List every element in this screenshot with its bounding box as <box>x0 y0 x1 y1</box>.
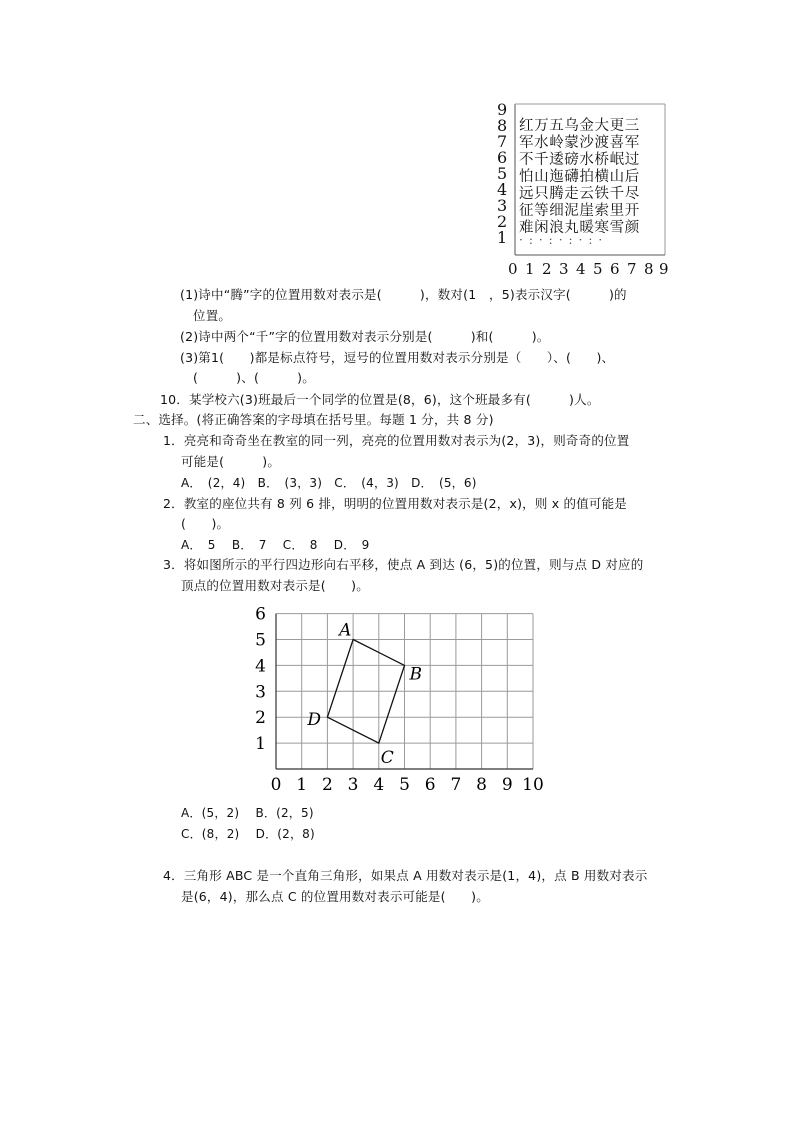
y-tick-label: 6 <box>255 604 266 625</box>
parallelogram-grid-chart <box>250 600 550 800</box>
s2-q2-line1: 2．教室的座位共有 8 列 6 排，明明的位置用数对表示是(2，x)，则 x 的值可能是 <box>163 496 628 511</box>
poem-y-label: 5 <box>497 164 508 183</box>
poem-y-label: 6 <box>497 148 508 167</box>
poem-y-label: 2 <box>497 212 508 231</box>
q9-sub3-line2: ( )、( )。 <box>193 370 315 385</box>
x-tick-label: 10 <box>522 775 544 795</box>
poem-x-label: 4 <box>576 260 586 278</box>
s2-q1-options: A． (2，4) B． (3，3) C． (4，3) D． (5，6) <box>181 476 477 490</box>
y-tick-label: 3 <box>255 682 266 703</box>
x-tick-label: 1 <box>296 775 308 795</box>
poem-row: 军水岭蒙沙渡喜军 <box>519 135 640 151</box>
poem-row: 怕山迤礴拍横山后 <box>519 169 640 185</box>
poem-x-label: 1 <box>525 260 535 278</box>
poem-dot-row: ·:·:·:·:· <box>519 233 609 247</box>
poem-row: 红万五乌金大更三 <box>519 118 640 134</box>
x-tick-label: 9 <box>501 775 513 795</box>
y-tick-label: 1 <box>255 734 266 755</box>
poem-row: 难闲浪丸暖寒雪颜 <box>519 220 640 236</box>
x-tick-label: 7 <box>450 775 462 795</box>
poem-x-label: 8 <box>644 260 654 278</box>
x-tick-label: 5 <box>399 775 410 795</box>
section2-title: 二、选择。(将正确答案的字母填在括号里。每题 1 分，共 8 分) <box>133 412 494 427</box>
poem-x-label: 2 <box>542 260 552 278</box>
y-tick-label: 5 <box>255 630 266 651</box>
x-tick-label: 8 <box>476 775 488 795</box>
poem-x-label: 0 <box>508 260 518 278</box>
vertex-label-a: A <box>339 620 352 641</box>
poem-row: 征等细泥崖索里开 <box>519 203 640 219</box>
s2-q1-line1: 1．亮亮和奇奇坐在教室的同一列，亮亮的位置用数对表示为(2，3)，则奇奇的位置 <box>163 433 630 448</box>
vertex-label-c: C <box>380 748 394 769</box>
poem-x-label: 5 <box>593 260 603 278</box>
s2-q2-options: A． 5 B． 7 C． 8 D． 9 <box>181 538 370 552</box>
poem-x-label: 9 <box>659 260 669 278</box>
q9-sub2: (2)诗中两个“千”字的位置用数对表示分别是( )和( )。 <box>180 329 550 344</box>
s2-q3-options-row1: A．(5，2) B．(2，5) <box>181 806 314 820</box>
vertex-label-b: B <box>409 664 422 685</box>
s2-q3-line2: 顶点的位置用数对表示是( )。 <box>181 578 369 593</box>
q9-sub1-line1: (1)诗中“腾”字的位置用数对表示是( )，数对(1 ，5)表示汉字( )的 <box>180 287 627 302</box>
x-tick-label: 2 <box>321 775 333 795</box>
poem-x-label: 3 <box>559 260 569 278</box>
poem-x-label: 7 <box>627 260 637 278</box>
s2-q1-line2: 可能是( )。 <box>181 454 281 469</box>
x-tick-label: 6 <box>424 775 436 795</box>
s2-q4-line1: 4．三角形 ABC 是一个直角三角形，如果点 A 用数对表示是(1，4)，点 B 用数对表示 <box>163 868 648 883</box>
poem-row: 不千逶磅水桥岷过 <box>519 152 640 168</box>
s2-q2-line2: ( )。 <box>181 516 230 531</box>
poem-row: 远只腾走云铁千尽 <box>519 186 640 202</box>
x-tick-label: 3 <box>347 775 359 795</box>
s2-q3-options-row2: C．(8，2) D．(2，8) <box>181 827 315 841</box>
poem-y-label: 3 <box>497 196 508 215</box>
vertex-label-d: D <box>307 710 322 731</box>
poem-y-label: 9 <box>497 100 508 119</box>
q10: 10．某学校六(3)班最后一个同学的位置是(8，6)，这个班最多有( )人。 <box>160 392 600 407</box>
q9-sub1-line2: 位置。 <box>193 308 232 323</box>
poem-y-label: 7 <box>497 132 508 151</box>
s2-q4-line2: 是(6，4)，那么点 C 的位置用数对表示可能是( )。 <box>181 889 489 904</box>
s2-q3-line1: 3．将如图所示的平行四边形向右平移，使点 A 到达 (6，5)的位置，则与点 D 对应的 <box>163 557 644 572</box>
x-tick-label: 0 <box>270 775 282 795</box>
poem-y-label: 4 <box>497 180 508 199</box>
x-tick-label: 4 <box>373 775 385 795</box>
poem-y-label: 8 <box>497 116 508 135</box>
y-tick-label: 2 <box>255 708 266 729</box>
q9-sub3-line1: (3)第1( )都是标点符号，逗号的位置用数对表示分别是（ ）、( )、 <box>180 350 615 365</box>
poem-x-label: 6 <box>610 260 620 278</box>
y-tick-label: 4 <box>255 656 266 677</box>
poem-y-label: 1 <box>497 228 508 247</box>
